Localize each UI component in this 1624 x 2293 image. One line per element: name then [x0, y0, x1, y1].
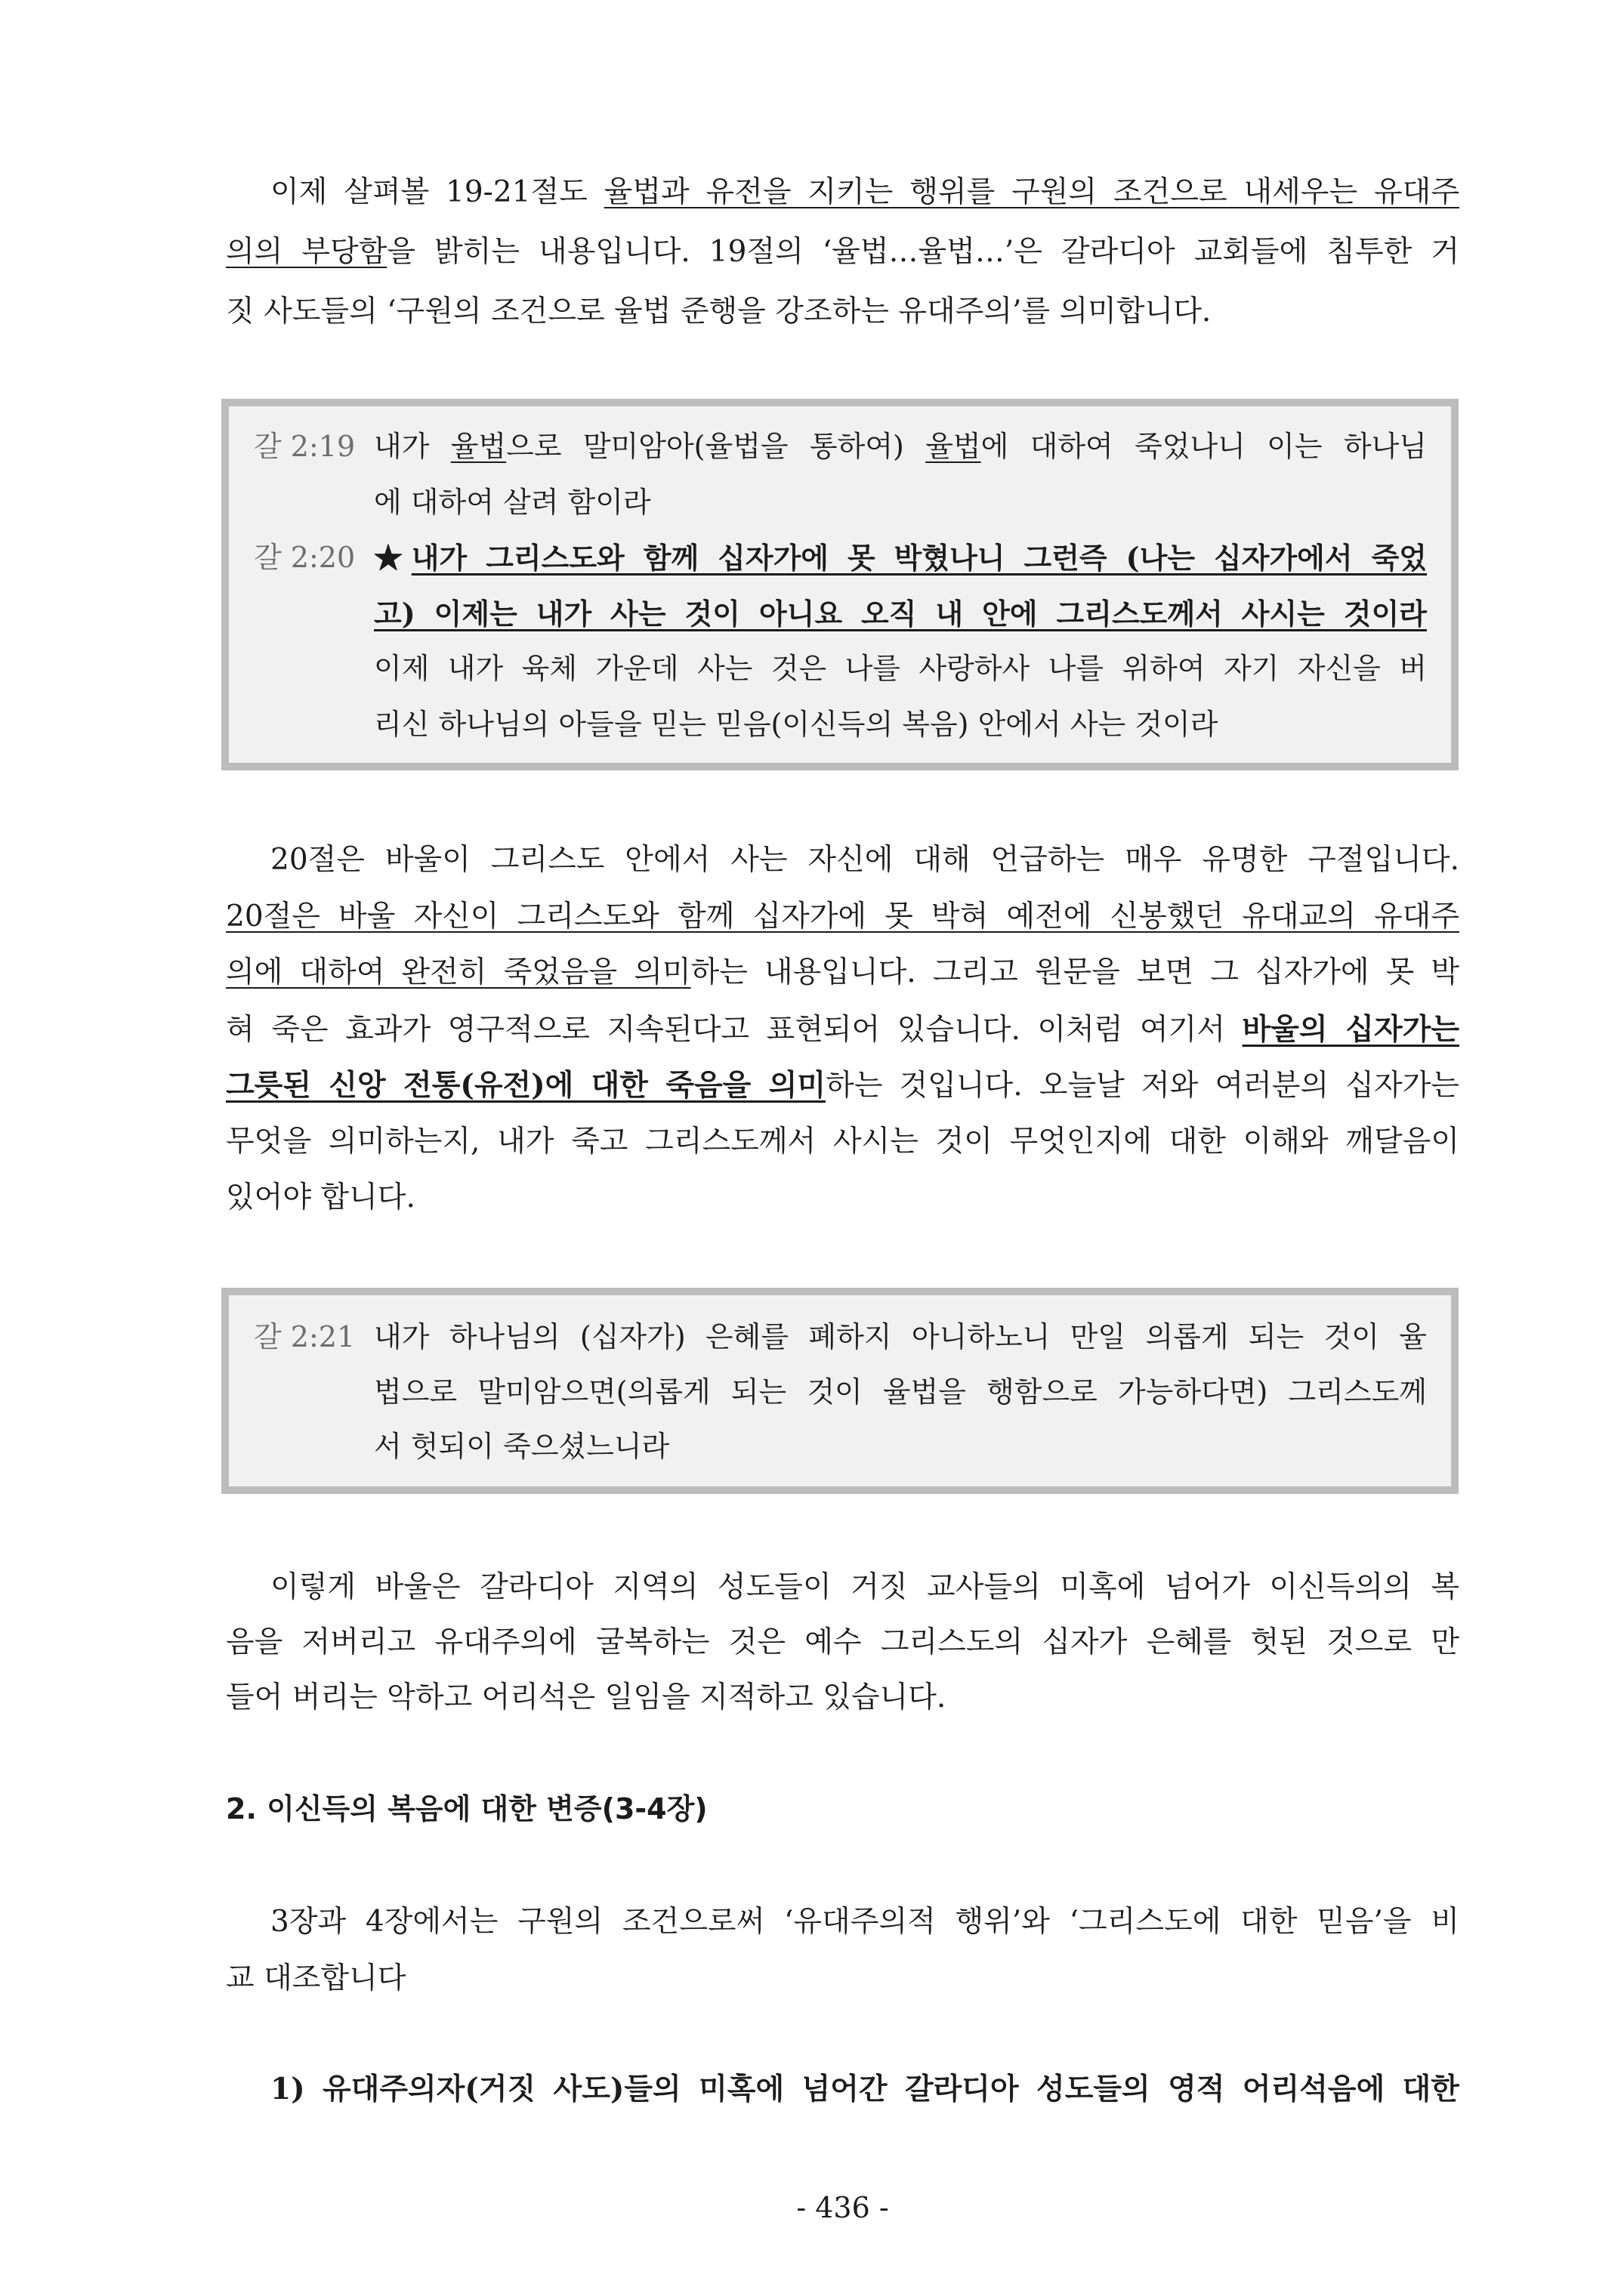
scripture-quote-box: [221, 1288, 1459, 1494]
paragraph-line: [226, 1170, 1459, 1227]
paragraph-line: [226, 1950, 1459, 2007]
verse-reference: 갈 2:21: [254, 1320, 356, 1353]
text-run: 혀 죽은 효과가 영구적으로 지속된다고 표현되어 있습니다. 이처럼 여기서: [226, 1012, 1243, 1047]
scripture-text-column: [254, 419, 1427, 753]
text-run: 하는 내용입니다. 그리고 원문을 보면 그 십자가에 못 박: [690, 955, 1459, 989]
paragraph-line: [226, 832, 1459, 889]
paragraph-line: [226, 1001, 1459, 1058]
paragraph-line: [226, 282, 1459, 341]
text-run: 이제 살펴볼 19-21절도: [270, 175, 604, 209]
paragraph-line: [226, 162, 1459, 222]
scripture-verse: [254, 419, 1427, 530]
text-run: 들어 버리는 악하고 어리석은 일임을 지적하고 있습니다.: [226, 1680, 946, 1714]
text-run: 3장과 4장에서는 구원의 조건으로써 ‘유대주의적 행위’와 ‘그리스도에 대한 믿음’을 비: [270, 1905, 1459, 1939]
text-run: 20절은 바울이 그리스도 안에서 사는 자신에 대해 언급하는 매우 유명한 구절입니다.: [270, 843, 1459, 877]
scripture-verse: [254, 1310, 1427, 1474]
body-paragraph: [226, 1560, 1459, 1725]
verse-line: [374, 586, 1427, 642]
underlined-text: 의의 부당함: [226, 235, 387, 269]
bold-underlined-text: 고) 이제는 내가 사는 것이 아니요 오직 내 안에 그리스도께서 사시는 것이라: [374, 596, 1427, 631]
paragraph-line: [226, 889, 1459, 946]
verse-line: [374, 1310, 1427, 1365]
text-run: 무엇을 의미하는지, 내가 죽고 그리스도께서 사시는 것이 무엇인지에 대한 이해와 깨달음이: [226, 1124, 1459, 1159]
verse-reference: 갈 2:20: [254, 541, 356, 575]
text-run: 리신 하나님의 아들을 믿는 믿음(이신득의 복음) 안에서 사는 것이라: [374, 707, 1218, 741]
text-run: 내가 하나님의 (십자가) 은혜를 폐하지 아니하노니 만일 의롭게 되는 것이 율: [374, 1320, 1427, 1353]
text-run: 짓 사도들의 ‘구원의 조건으로 율법 준행을 강조하는 유대주의’를 의미합니다.: [226, 295, 1212, 329]
subsection-heading: [226, 2060, 1459, 2118]
verse-line: [374, 419, 1427, 475]
verse-line: [374, 530, 1427, 586]
body-paragraph: [226, 162, 1459, 341]
text-run: 있어야 합니다.: [226, 1180, 415, 1214]
section-heading: 2. 이신득의 복음에 대한 변증(3-4장): [226, 1792, 708, 1825]
scripture-quote-box: [221, 399, 1459, 770]
bold-underlined-text: 그릇된 신앙 전통(유전)에 대한 죽음을 의미: [226, 1068, 826, 1103]
paragraph-line: [226, 1670, 1459, 1725]
verse-line: [374, 697, 1427, 753]
text-run: 하는 것입니다. 오늘날 저와 여러분의 십자가는: [826, 1069, 1459, 1103]
text-run: 내가: [374, 430, 451, 463]
paragraph-line: [226, 222, 1459, 282]
underlined-text: 율법과 유전을 지키는 행위를 구원의 조건으로 내세우는 유대주: [604, 175, 1460, 209]
text-run: 서 헛되이 죽으셨느니라: [374, 1430, 670, 1463]
bold-underlined-text: 내가 그리스도와 함께 십자가에 못 박혔나니 그런즉 (나는 십자가에서 죽었: [411, 541, 1427, 576]
text-run: 법으로 말미암으면(의롭게 되는 것이 율법을 행함으로 가능하다면) 그리스도께: [374, 1375, 1427, 1409]
paragraph-line: [226, 1114, 1459, 1171]
verse-line: [374, 641, 1427, 697]
verse-line: [374, 1365, 1427, 1420]
verse-line: [374, 475, 1427, 531]
text-run: 교 대조합니다: [226, 1961, 406, 1995]
page-number: - 436 -: [796, 2191, 889, 2224]
body-paragraph: [226, 832, 1459, 1227]
underlined-text: 율법: [450, 430, 507, 463]
bold-underlined-text: 바울의 십자가는: [1242, 1011, 1459, 1047]
underlined-text: 율법: [925, 430, 981, 463]
paragraph-line: [226, 945, 1459, 1001]
text-run: 에 대하여 살려 함이라: [374, 485, 651, 519]
text-run: 에 대하여 죽었나니 이는 하나님: [980, 430, 1427, 463]
text-run: 이제 내가 육체 가운데 사는 것은 나를 사랑하사 나를 위하여 자기 자신을 버: [374, 652, 1427, 686]
body-paragraph: [226, 1893, 1459, 2007]
verse-line: [374, 1419, 1427, 1474]
subsection-heading-text: 1) 유대주의자(거짓 사도)들의 미혹에 넘어간 갈라디아 성도들의 영적 어리석음에 대한: [270, 2072, 1459, 2106]
text-run: 으로 말미암아(율법을 통하여): [506, 430, 926, 463]
paragraph-line: [226, 1893, 1459, 1950]
subsection-heading-block: [226, 2060, 1459, 2118]
star-mark: ★: [374, 541, 412, 576]
scripture-text-column: [254, 1310, 1427, 1474]
underlined-text: 의에 대하여 완전히 죽었음을 의미: [226, 955, 691, 989]
paragraph-line: [226, 1057, 1459, 1114]
paragraph-line: [226, 1560, 1459, 1615]
verse-reference: 갈 2:19: [254, 430, 356, 463]
paragraph-line: [226, 1615, 1459, 1670]
text-run: 음을 저버리고 유대주의에 굴복하는 것은 예수 그리스도의 십자가 은혜를 헛된 것으로 만: [226, 1625, 1459, 1659]
scripture-verse: [254, 530, 1427, 752]
text-run: 을 밝히는 내용입니다. 19절의 ‘율법…율법…’은 갈라디아 교회들에 침투한 거: [387, 235, 1459, 269]
underlined-text: 20절은 바울 자신이 그리스도와 함께 십자가에 못 박혀 예전에 신봉했던 유대교의 유대주: [226, 899, 1459, 934]
text-run: 이렇게 바울은 갈라디아 지역의 성도들이 거짓 교사들의 미혹에 넘어가 이신득의의 복: [270, 1570, 1459, 1604]
